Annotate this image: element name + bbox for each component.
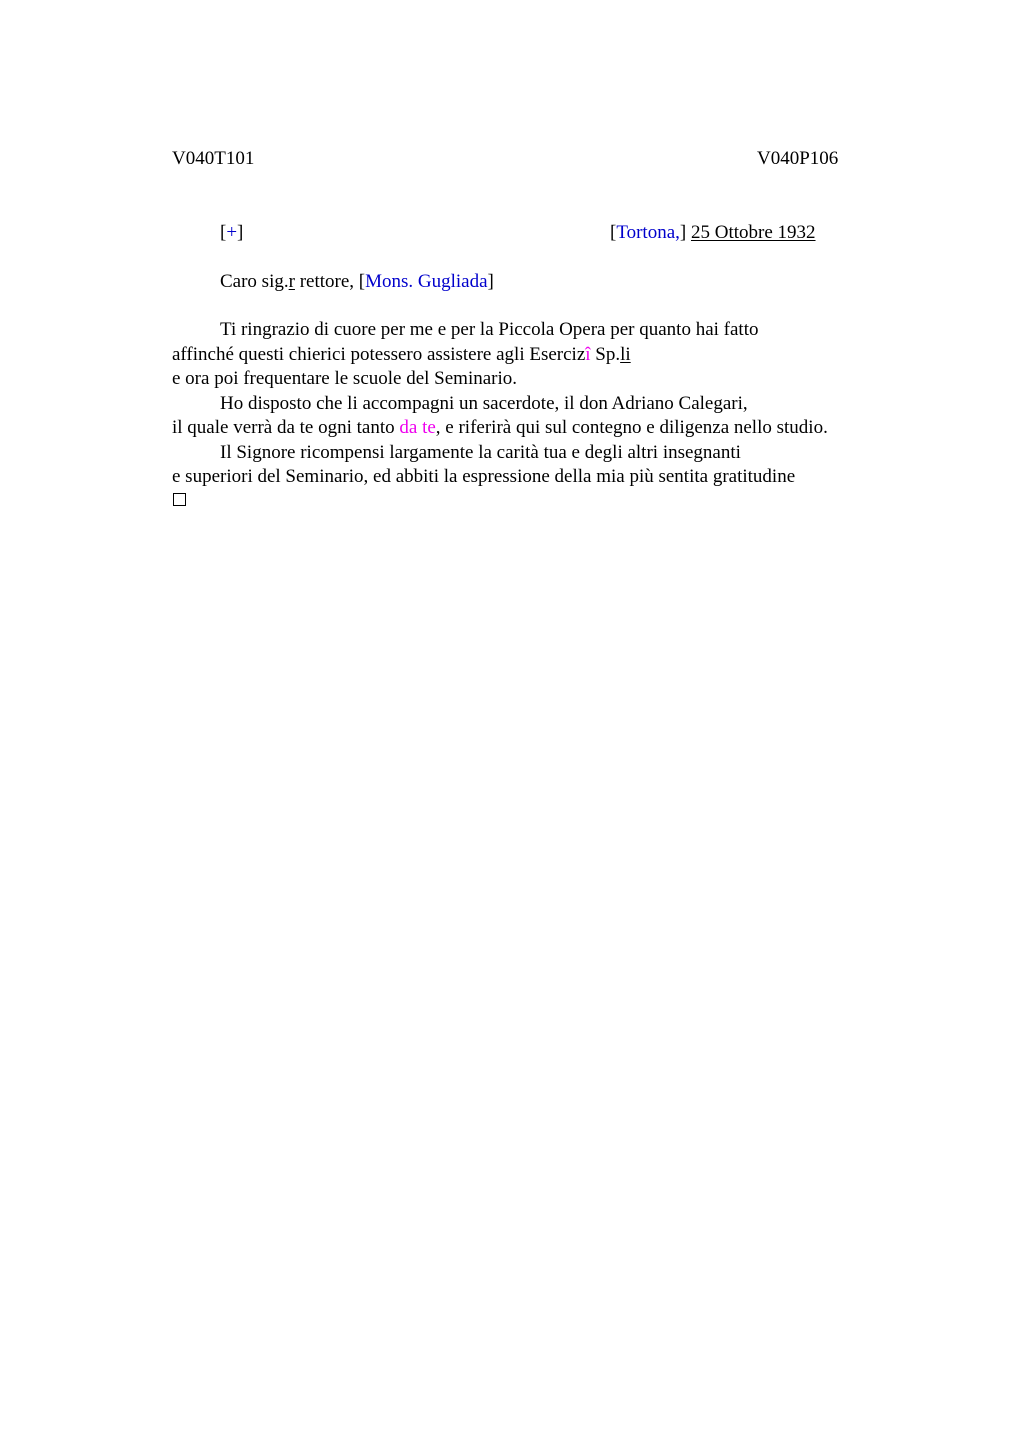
salutation: Caro sig.r rettore, [Mons. Gugliada] xyxy=(220,271,494,292)
body-line: Ti ringrazio di cuore per me e per la Piccola Opera per quanto hai fatto xyxy=(220,319,759,340)
cross-mark: [+] xyxy=(220,222,244,243)
body-line: e ora poi frequentare le scuole del Seminario. xyxy=(172,368,518,389)
place-date: [Tortona,] 25 Ottobre 1932 xyxy=(610,222,816,243)
abbreviation-r: r xyxy=(288,271,295,292)
place-name: Tortona, xyxy=(616,222,680,243)
checkbox-icon xyxy=(173,493,186,506)
body-line: e superiori del Seminario, ed abbiti la espressione della mia più sentita gratitudine xyxy=(172,466,796,487)
document-code-right: V040P106 xyxy=(757,148,839,169)
abbreviation-li: li xyxy=(620,344,631,365)
recipient-name: Mons. Gugliada xyxy=(365,271,488,292)
letter-date: 25 Ottobre 1932 xyxy=(690,222,816,243)
document-code-left: V040T101 xyxy=(172,148,255,169)
variant-text: da te xyxy=(399,417,436,438)
body-line: Ho disposto che li accompagni un sacerdote, il don Adriano Calegari, xyxy=(220,393,748,414)
body-line: il quale verrà da te ogni tanto da te, e riferirà qui sul contegno e diligenza nello studio. xyxy=(172,417,828,438)
cross-symbol: + xyxy=(226,222,238,243)
variant-letter: î xyxy=(585,344,591,365)
body-line: Il Signore ricompensi largamente la carità tua e degli altri insegnanti xyxy=(220,442,741,463)
body-line: affinché questi chierici potessero assistere agli Esercizî Sp.li xyxy=(172,344,631,365)
